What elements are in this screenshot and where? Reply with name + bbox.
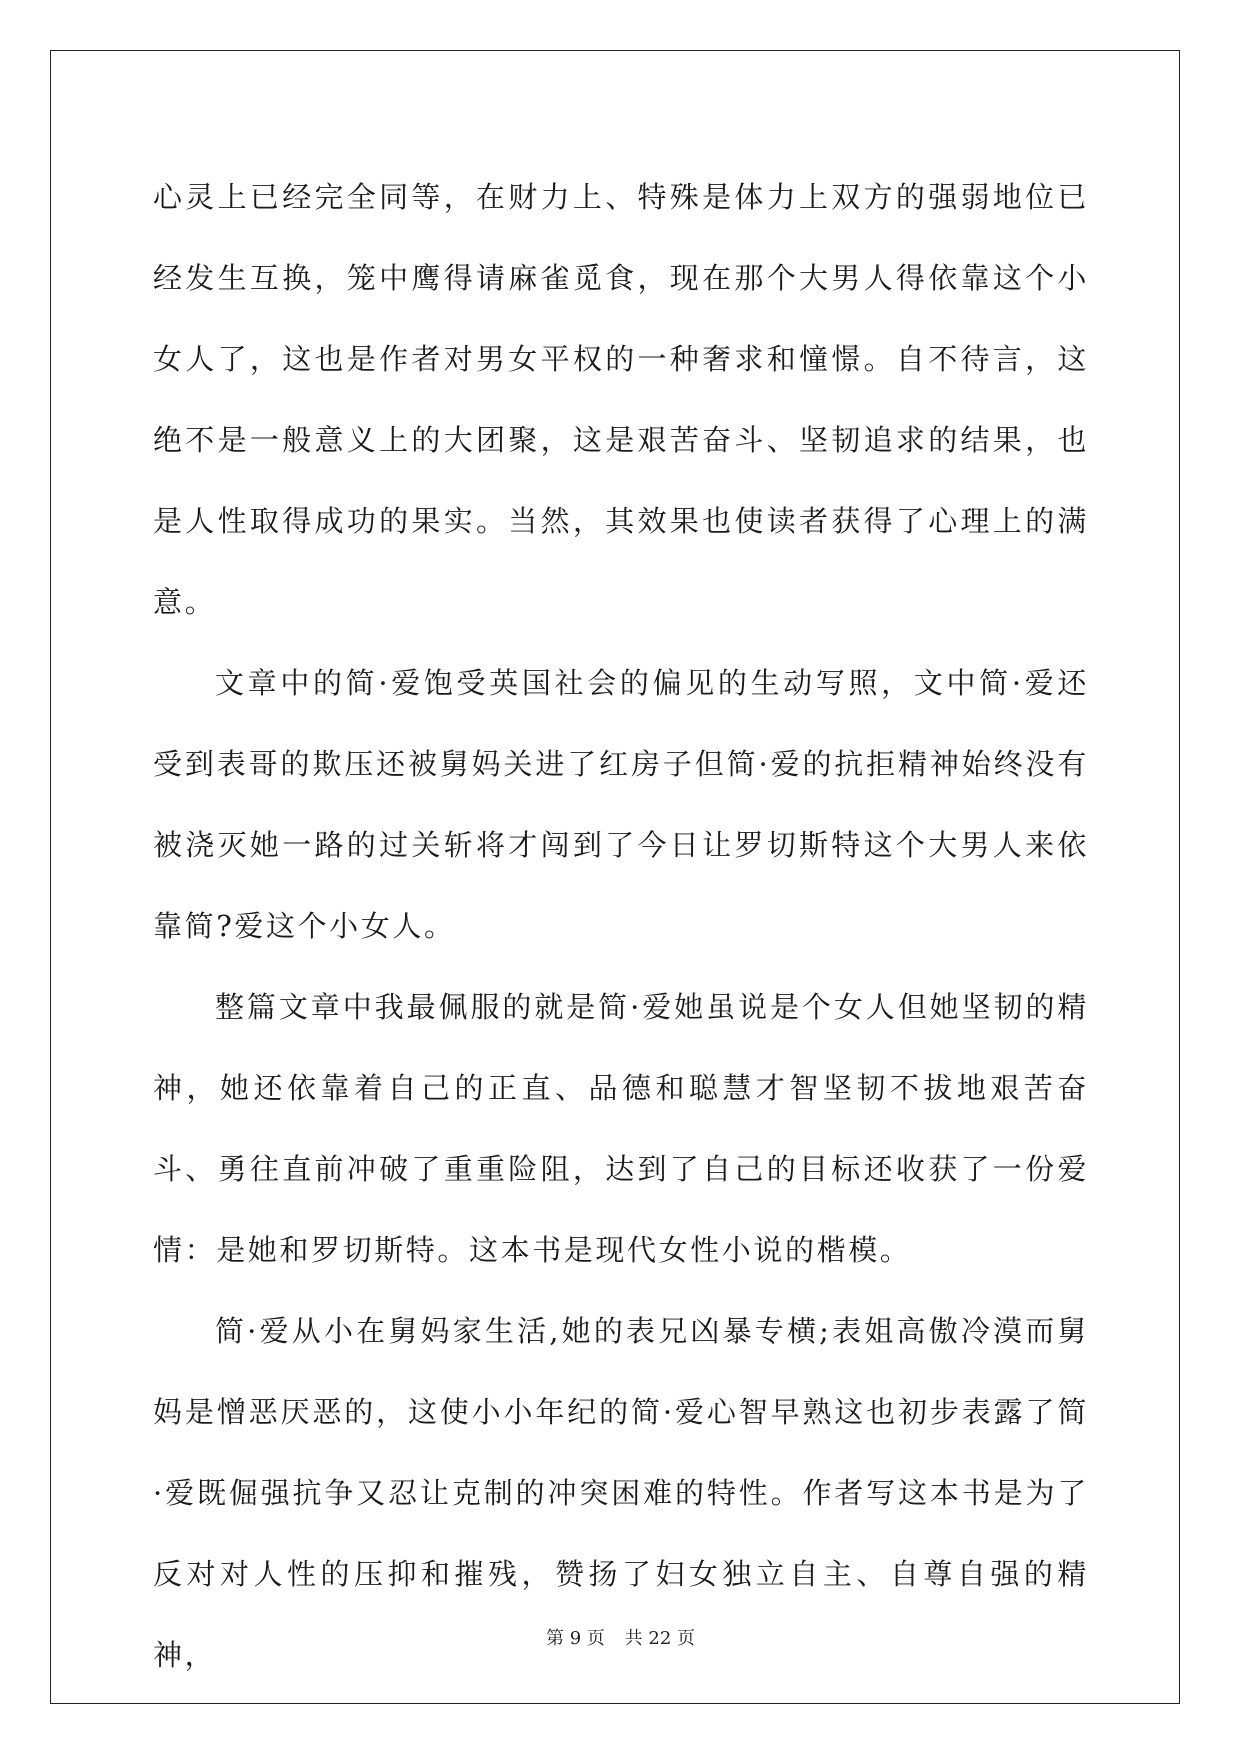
paragraph-3: 整篇文章中我最佩服的就是简·爱她虽说是个女人但她坚韧的精神，她还依靠着自己的正直、品德和聪慧才智坚韧不拔地艰苦奋斗、勇往直前冲破了重重险阻，达到了自己的目标还收获了一份爱情：是她和罗切斯特。这本书是现代女性小说的楷模。: [153, 990, 1089, 1267]
paragraph-2: 文章中的简·爱饱受英国社会的偏见的生动写照，文中简·爱还受到表哥的欺压还被舅妈关进了红房子但简·爱的抗拒精神始终没有被浇灭她一路的过关斩将才闯到了今日让罗切斯特这个大男人来依靠简?爱这个小女人。: [153, 666, 1089, 943]
paragraph-1: 心灵上已经完全同等，在财力上、特殊是体力上双方的强弱地位已经发生互换，笼中鹰得请麻雀觅食，现在那个大男人得依靠这个小女人了，这也是作者对男女平权的一种奢求和憧憬。自不待言，这绝不是一般意义上的大团聚，这是艰苦奋斗、坚韧追求的结果，也是人性取得成功的果实。当然，其效果也使读者获得了心理上的满意。: [153, 180, 1089, 619]
document-body: [153, 157, 1089, 1696]
page-total: 共 22 页: [624, 1628, 695, 1649]
page-footer: [0, 1624, 1241, 1650]
paragraph-4: 简·爱从小在舅妈家生活,她的表兄凶暴专横;表姐高傲冷漠而舅妈是憎恶厌恶的，这使小小年纪的简·爱心智早熟这也初步表露了简·爱既倔强抗争又忍让克制的冲突困难的特性。作者写这本书是为了反对对人性的压抑和摧残，赞扬了妇女独立自主、自尊自强的精神，: [153, 1314, 1089, 1672]
page-number: 第 9 页: [546, 1628, 605, 1649]
